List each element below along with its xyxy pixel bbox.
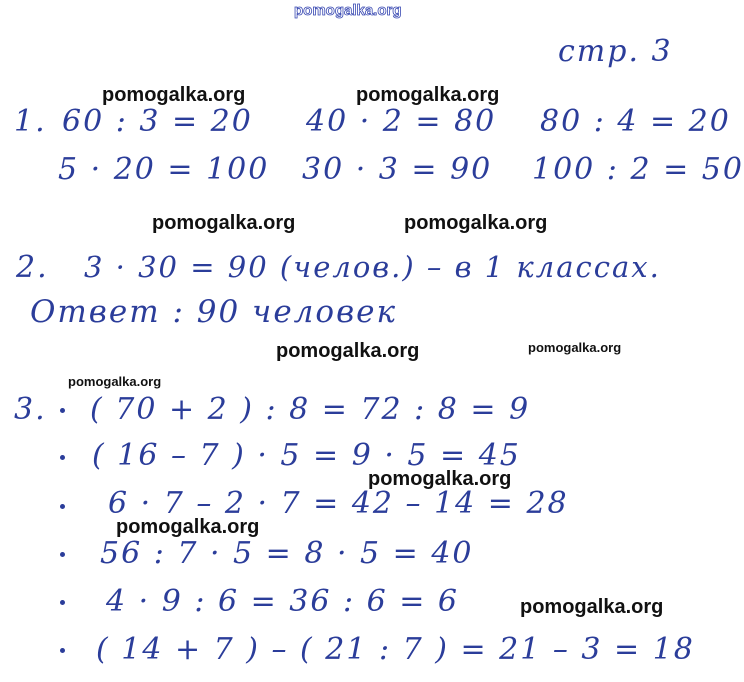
watermark-text: pomogalka.org xyxy=(102,84,246,106)
task1-item: 40 · 2 = 80 xyxy=(306,104,497,139)
task3-item: 6 · 7 – 2 · 7 = 42 – 14 = 28 xyxy=(108,486,569,521)
bullet-dot xyxy=(60,600,65,605)
watermark-text: pomogalka.org xyxy=(404,212,548,234)
bullet-dot xyxy=(60,504,65,509)
watermark-text: pomogalka.org xyxy=(68,374,162,389)
watermark-text: pomogalka.org xyxy=(368,468,512,490)
bullet-dot xyxy=(60,455,65,460)
task2-answer: Ответ : 90 человек xyxy=(30,294,397,330)
task1-number: 1. xyxy=(14,104,47,139)
task3-item: ( 70 + 2 ) : 8 = 72 : 8 = 9 xyxy=(90,392,531,427)
task2-solution: 3 · 30 = 90 (челов.) – в 1 классах. xyxy=(84,250,661,284)
task1-item: 60 : 3 = 20 xyxy=(62,104,253,139)
task3-item: ( 14 + 7 ) – ( 21 : 7 ) = 21 – 3 = 18 xyxy=(96,632,695,667)
task3-number: 3. xyxy=(14,392,47,427)
task3-item: 56 : 7 · 5 = 8 · 5 = 40 xyxy=(100,536,474,571)
task1-item: 5 · 20 = 100 xyxy=(58,152,270,187)
task1-item: 30 · 3 = 90 xyxy=(302,152,493,187)
watermark-text: pomogalka.org xyxy=(528,340,622,355)
watermark-text: pomogalka.org xyxy=(152,212,296,234)
bullet-dot xyxy=(60,552,65,557)
page-label: стр. 3 xyxy=(558,34,673,69)
bullet-dot xyxy=(60,648,65,653)
task3-item: 4 · 9 : 6 = 36 : 6 = 6 xyxy=(106,584,459,619)
watermark-top: pomogalka.org xyxy=(294,2,402,19)
task1-item: 80 : 4 = 20 xyxy=(540,104,731,139)
task2-number: 2. xyxy=(16,250,49,285)
task3-item: ( 16 – 7 ) · 5 = 9 · 5 = 45 xyxy=(92,438,521,473)
watermark-text: pomogalka.org xyxy=(276,340,420,362)
bullet-dot xyxy=(60,408,65,413)
watermark-text: pomogalka.org xyxy=(356,84,500,106)
watermark-text: pomogalka.org xyxy=(520,596,664,618)
watermark-text: pomogalka.org xyxy=(116,516,260,538)
task1-item: 100 : 2 = 50 xyxy=(532,152,744,187)
